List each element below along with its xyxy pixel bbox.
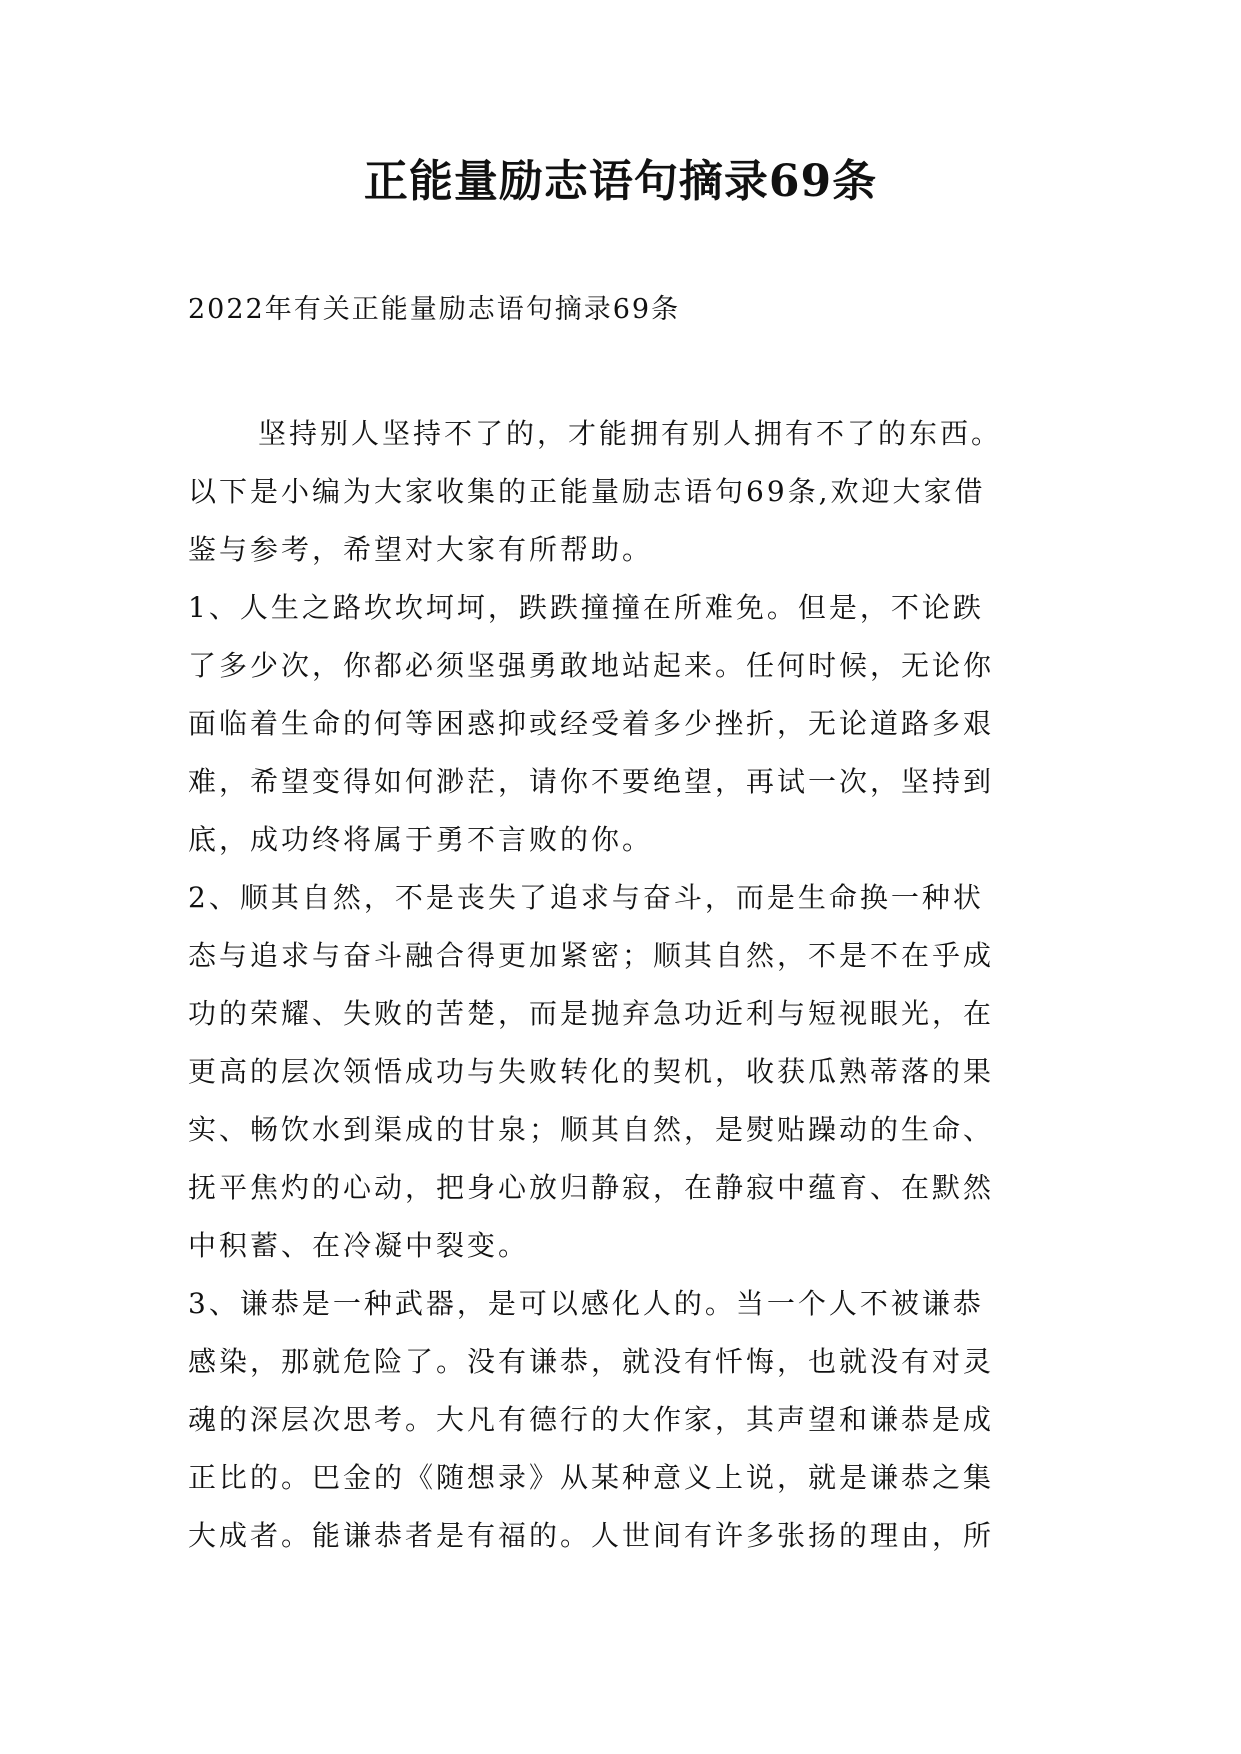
body-line: 正比的。巴金的《随想录》从某种意义上说，就是谦恭之集 [188,1461,995,1494]
body-line: 态与追求与奋斗融合得更加紧密；顺其自然，不是不在乎成 [188,939,995,972]
body-line: 中积蓄、在冷凝中裂变。 [188,1229,530,1262]
body-line: 了多少次，你都必须坚强勇敢地站起来。任何时候，无论你 [188,649,995,682]
body-line: 鉴与参考，希望对大家有所帮助。 [188,533,654,566]
body-line: 功的荣耀、失败的苦楚，而是抛弃急功近利与短视眼光，在 [188,997,995,1030]
body-line: 底，成功终将属于勇不言败的你。 [188,823,654,856]
body-line: 抚平焦灼的心动，把身心放归静寂，在静寂中蕴育、在默然 [188,1171,995,1204]
body-line: 实、畅饮水到渠成的甘泉；顺其自然，是熨贴躁动的生命、 [188,1113,995,1146]
body-line: 坚持别人坚持不了的，才能拥有别人拥有不了的东西。 [258,417,1003,450]
body-line: 感染，那就危险了。没有谦恭，就没有忏悔，也就没有对灵 [188,1345,995,1378]
body-line: 1、人生之路坎坎坷坷，跌跌撞撞在所难免。但是，不论跌 [188,591,984,624]
body-line: 难，希望变得如何渺茫，请你不要绝望，再试一次，坚持到 [188,765,995,798]
document-subtitle: 2022年有关正能量励志语句摘录69条 [188,294,681,325]
document-title: 正能量励志语句摘录69条 [363,156,878,207]
body-line: 3、谦恭是一种武器，是可以感化人的。当一个人不被谦恭 [188,1287,984,1320]
body-line: 以下是小编为大家收集的正能量励志语句69条,欢迎大家借 [188,475,986,508]
body-line: 更高的层次领悟成功与失败转化的契机，收获瓜熟蒂落的果 [188,1055,995,1088]
body-line: 面临着生命的何等困惑抑或经受着多少挫折，无论道路多艰 [188,707,995,740]
body-line: 2、顺其自然，不是丧失了追求与奋斗，而是生命换一种状 [188,881,984,914]
body-line: 魂的深层次思考。大凡有德行的大作家，其声望和谦恭是成 [188,1403,995,1436]
document-body [188,405,1068,1565]
body-line: 大成者。能谦恭者是有福的。人世间有许多张扬的理由，所 [188,1519,995,1552]
